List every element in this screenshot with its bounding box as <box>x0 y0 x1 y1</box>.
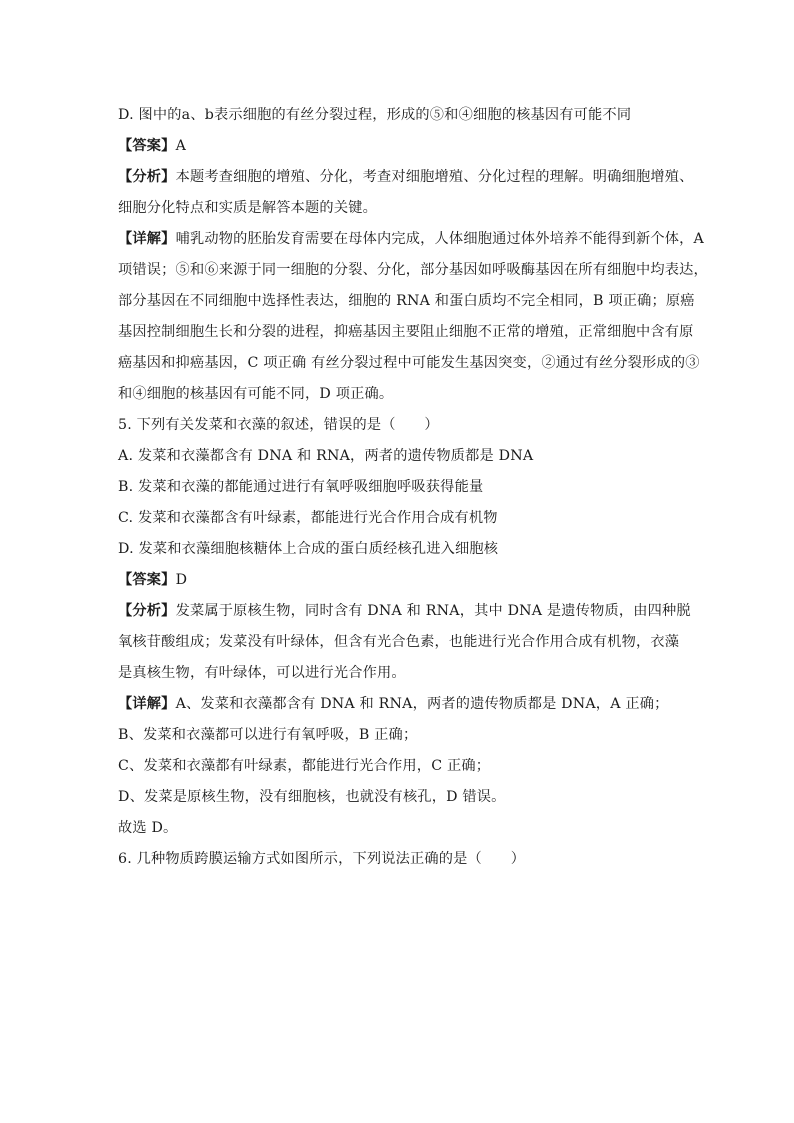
section-tag: 【分析】 <box>118 603 176 619</box>
section-tag: 【答案】 <box>118 572 176 588</box>
line-text: 是真核生物，有叶绿体，可以进行光合作用。 <box>118 665 406 681</box>
section-tag: 【答案】 <box>118 138 176 154</box>
text-line <box>118 689 708 720</box>
line-text: 故选 D。 <box>118 820 178 836</box>
text-line <box>118 472 708 503</box>
text-line <box>118 534 708 565</box>
line-text: 癌基因和抑癌基因，C 项正确 有丝分裂过程中可能发生基因突变，②通过有丝分裂形成的③ <box>118 355 700 371</box>
line-text: 项错误；⑤和⑥来源于同一细胞的分裂、分化，部分基因如呼吸酶基因在所有细胞中均表达， <box>118 262 708 278</box>
line-text: 氧核苷酸组成；发菜没有叶绿体，但含有光合色素，也能进行光合作用合成有机物，衣藻 <box>118 634 680 650</box>
text-line <box>118 813 708 844</box>
text-line <box>118 720 708 751</box>
line-text: C. 发菜和衣藻都含有叶绿素，都能进行光合作用合成有机物 <box>118 510 498 526</box>
line-text: 本题考查细胞的增殖、分化，考查对细胞增殖、分化过程的理解。明确细胞增殖、 <box>175 169 694 185</box>
line-text: D、发菜是原核生物，没有细胞核，也就没有核孔，D 错误。 <box>118 789 506 805</box>
text-line <box>118 162 708 193</box>
line-text: A. 发菜和衣藻都含有 DNA 和 RNA，两者的遗传物质都是 DNA <box>118 448 534 464</box>
text-line <box>118 348 708 379</box>
line-text: B. 发菜和衣藻的都能通过进行有氧呼吸细胞呼吸获得能量 <box>118 479 484 495</box>
line-text: A、发菜和衣藻都含有 DNA 和 RNA，两者的遗传物质都是 DNA，A 正确； <box>175 696 669 712</box>
text-line <box>118 410 708 441</box>
line-text: A <box>175 138 187 154</box>
text-line <box>118 596 708 627</box>
text-line <box>118 565 708 596</box>
line-text: 发菜属于原核生物，同时含有 DNA 和 RNA，其中 DNA 是遗传物质，由四种脱 <box>175 603 691 619</box>
line-text: 5. 下列有关发菜和衣藻的叙述，错误的是（ ） <box>118 417 439 433</box>
line-text: 哺乳动物的胚胎发育需要在母体内完成，人体细胞通过体外培养不能得到新个体，A <box>175 231 704 247</box>
line-text: 和④细胞的核基因有可能不同，D 项正确。 <box>118 386 394 402</box>
text-line <box>118 844 708 875</box>
line-text: B、发菜和衣藻都可以进行有氧呼吸，B 正确； <box>118 727 418 743</box>
line-text: D <box>175 572 188 588</box>
section-tag: 【分析】 <box>118 169 176 185</box>
text-line <box>118 286 708 317</box>
text-line <box>118 751 708 782</box>
text-line <box>118 627 708 658</box>
text-line <box>118 224 708 255</box>
line-text: C、发菜和衣藻都有叶绿素，都能进行光合作用，C 正确； <box>118 758 491 774</box>
text-line <box>118 131 708 162</box>
text-line <box>118 100 708 131</box>
text-line <box>118 379 708 410</box>
line-text: D. 图中的a、b表示细胞的有丝分裂过程，形成的⑤和④细胞的核基因有可能不同 <box>118 107 632 123</box>
text-line <box>118 658 708 689</box>
line-text: 6. 几种物质跨膜运输方式如图所示，下列说法正确的是（ ） <box>118 851 526 867</box>
section-tag: 【详解】 <box>118 696 176 712</box>
text-line <box>118 317 708 348</box>
line-text: 细胞分化特点和实质是解答本题的关键。 <box>118 200 377 216</box>
text-line <box>118 255 708 286</box>
text-line <box>118 782 708 813</box>
text-line <box>118 441 708 472</box>
document-body <box>118 100 708 875</box>
section-tag: 【详解】 <box>118 231 176 247</box>
text-line <box>118 503 708 534</box>
line-text: 部分基因在不同细胞中选择性表达，细胞的 RNA 和蛋白质均不完全相同，B 项正确；原癌 <box>118 293 695 309</box>
line-text: 基因控制细胞生长和分裂的进程，抑癌基因主要阻止细胞不正常的增殖，正常细胞中含有原 <box>118 324 694 340</box>
text-line <box>118 193 708 224</box>
line-text: D. 发菜和衣藻细胞核糖体上合成的蛋白质经核孔进入细胞核 <box>118 541 499 557</box>
